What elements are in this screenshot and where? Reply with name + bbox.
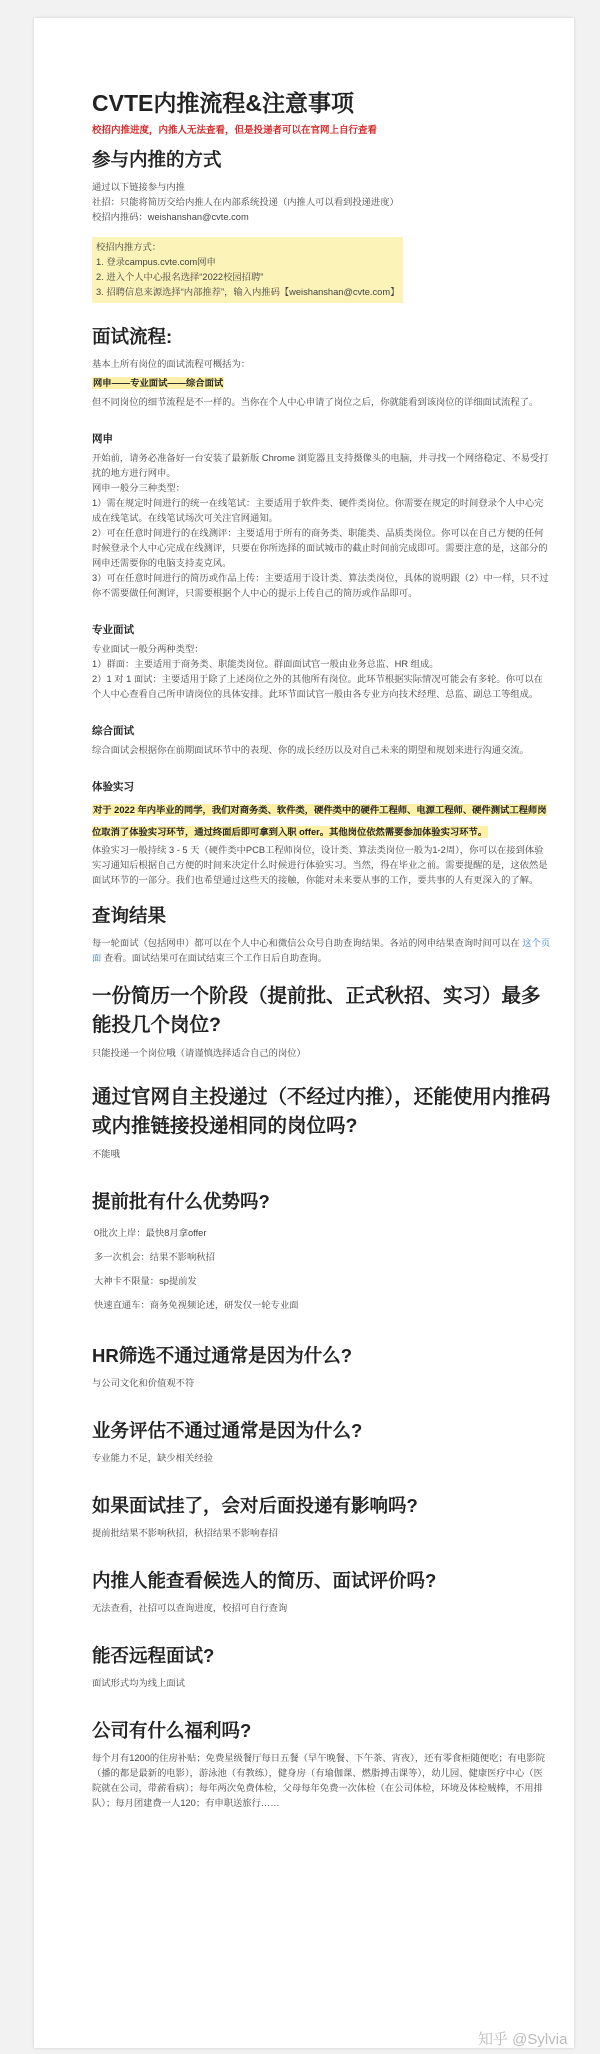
advantage-list xyxy=(92,1226,552,1313)
faq-answer: 无法查看，社招可以查询进度，校招可自行查询 xyxy=(92,1603,288,1613)
faq-question: 如果面试挂了，会对后面投递有影响吗? xyxy=(92,1495,418,1516)
page-title: CVTE内推流程&注意事项 xyxy=(92,90,354,116)
advantage-item: 多一次机会：结果不影响秋招 xyxy=(94,1252,215,1262)
query-text-before: 每一轮面试（包括网申）都可以在个人中心和微信公众号自助查询结果。各站的网申结果查询时间可以在 xyxy=(92,938,523,948)
general-text: 综合面试会根据你在前期面试环节中的表现、你的成长经历以及对自己未来的期望和规划来进行沟通交流。 xyxy=(92,745,529,755)
advantage-item: 大神卡不限量：sp提前发 xyxy=(94,1276,197,1286)
online-line: 1）需在规定时间进行的统一在线笔试：主要适用于软件类、硬件类岗位。你需要在规定的时间登录个人中心完成在线笔试。在线笔试场次可关注官网通知。 xyxy=(92,498,544,523)
faq-answer: 面试形式均为线上面试 xyxy=(92,1678,185,1688)
warning-note: 校招内推进度，内推人无法查看，但是投递者可以在官网上自行查看 xyxy=(92,125,378,136)
advantage-heading: 提前批有什么优势吗? xyxy=(92,1191,270,1212)
pro-line: 专业面试一般分两种类型： xyxy=(92,644,204,654)
zhihu-watermark: 知乎 @Sylvia xyxy=(478,2031,568,2048)
ways-heading: 参与内推的方式 xyxy=(92,149,222,170)
pro-line: 2）1 对 1 面试：主要适用于除了上述岗位之外的其他所有岗位。此环节根据实际情况可能会有多轮。你可以在个人中心查看自己所申请岗位的具体安排。此环节面试官一般由各专业方向技术经理、总监、副总工等组成。 xyxy=(92,674,543,699)
advantage-item: 0批次上岸：最快8月拿offer xyxy=(94,1228,207,1238)
ways-line: 通过以下链接参与内推 xyxy=(92,182,185,192)
general-heading: 综合面试 xyxy=(92,725,134,737)
welfare-text: 每个月有1200的住房补贴；免费星级餐厅每日五餐（早午晚餐、下午茶、宵夜），还有零食柜随便吃；有电影院（播的都是最新的电影），游泳池（有教练），健身房（有瑜伽课、燃脂搏击课等），幼儿园、健康医疗中心（医院就在公司，带薪看病）；每年两次免费体检，父母每年免费一次体检（在公司体检，环境及体检贼棒，不用排队）；每月团建费一人120；有申职送旅行…… xyxy=(92,1753,545,1808)
pro-line: 1）群面：主要适用于商务类、职能类岗位。群面面试官一般由业务总监、HR 组成。 xyxy=(92,659,439,669)
faq-answer: 与公司文化和价值观不符 xyxy=(92,1378,195,1388)
query-heading: 查询结果 xyxy=(92,905,167,926)
process-intro: 基本上所有岗位的面试流程可概括为： xyxy=(92,359,251,369)
faq-answer: 专业能力不足，缺少相关经验 xyxy=(92,1453,213,1463)
online-line: 2）可在任意时间进行的在线测评：主要适用于所有的商务类、职能类、品质类岗位。你可以在自己方便的任何时候登录个人中心完成在线测评，只要在你所选择的面试城市的截止时间前完成即可。需要注意的是，这部分的网申还需要你的电脑支持麦克风。 xyxy=(92,528,548,568)
faq-answer: 只能投递一个岗位哦（请谨慎选择适合自己的岗位） xyxy=(92,1048,306,1058)
advantage-item: 快速直通车：商务免视频论述，研发仅一轮专业面 xyxy=(94,1300,299,1310)
welfare-heading: 公司有什么福利吗? xyxy=(92,1720,252,1741)
process-desc: 但不同岗位的细节流程是不一样的。当你在个人中心申请了岗位之后，你就能看到该岗位的详细面试流程了。 xyxy=(92,397,539,407)
query-link[interactable]: 这个页面 xyxy=(92,938,551,963)
online-line: 开始前，请务必准备好一台安装了最新版 Chrome 浏览器且支持摄像头的电脑，并寻找一个网络稳定、不易受打扰的地方进行网申。 xyxy=(92,453,549,478)
step-item: 3. 招聘信息来源选择“内部推荐”，输入内推码【weishanshan@cvte.com】 xyxy=(96,287,400,297)
online-section xyxy=(92,451,552,601)
exp-highlight: 对于 2022 年内毕业的同学，我们对商务类、软件类，硬件类中的硬件工程师、电源工程师、硬件测试工程师岗位取消了体验实习环节，通过终面后即可拿到入职 offer。其他岗位依然需要参加体验实习环节。 xyxy=(92,805,547,837)
process-heading: 面试流程: xyxy=(92,326,173,347)
document-content xyxy=(92,88,552,1811)
exp-text: 体验实习一般持续 3 - 5 天（硬件类中PCB工程师岗位，设计类、算法类岗位一般为1-2周），你可以在接到体验实习通知后根据自己方便的时间来决定什么时候进行体验实习。当然，得在毕业之前。需要提醒的是，这依然是面试环节的一部分。我们也希望通过这些天的接触，你能对未来要从事的工作，要共事的人有更深入的了解。 xyxy=(92,845,548,885)
pro-section xyxy=(92,642,552,702)
query-text xyxy=(92,936,552,966)
online-line: 网申一般分三种类型： xyxy=(92,483,185,493)
pro-heading: 专业面试 xyxy=(92,624,134,636)
faq-answer: 不能哦 xyxy=(92,1149,120,1159)
steps-title: 校招内推方式： xyxy=(96,242,162,252)
faq-question: 业务评估不通过通常是因为什么? xyxy=(92,1420,363,1441)
step-item: 2. 进入个人中心报名选择“2022校园招聘” xyxy=(96,272,264,282)
query-text-after: 查看。面试结果可在面试结束三个工作日后自助查询。 xyxy=(101,953,328,963)
process-flow: 网申——专业面试——综合面试 xyxy=(93,378,224,388)
faq-question: 一份简历一个阶段（提前批、正式秋招、实习）最多能投几个岗位? xyxy=(92,985,541,1036)
ways-line: 社招：只能将简历交给内推人在内部系统投递（内推人可以看到投递进度） xyxy=(92,197,399,207)
ways-line: 校招内推码：weishanshan@cvte.com xyxy=(92,212,249,222)
faq-question: 通过官网自主投递过（不经过内推），还能使用内推码或内推链接投递相同的岗位吗? xyxy=(92,1086,551,1137)
faq-question: HR筛选不通过通常是因为什么? xyxy=(92,1345,353,1366)
online-heading: 网申 xyxy=(92,433,113,445)
online-line: 3）可在任意时间进行的简历或作品上传：主要适用于设计类、算法类岗位，具体的说明跟（2）中一样，只不过你不需要做任何测评，只需要根据个人中心的提示上传自己的简历或作品即可。 xyxy=(92,573,549,598)
faq-answer: 提前批结果不影响秋招，秋招结果不影响春招 xyxy=(92,1528,278,1538)
faq-question: 能否远程面试? xyxy=(92,1645,215,1666)
step-item: 1. 登录campus.cvte.com网申 xyxy=(96,257,216,267)
document-page xyxy=(34,18,574,2048)
exp-heading: 体验实习 xyxy=(92,781,134,793)
faq-question: 内推人能查看候选人的简历、面试评价吗? xyxy=(92,1570,437,1591)
steps-box xyxy=(92,237,403,303)
ways-section xyxy=(92,180,552,225)
